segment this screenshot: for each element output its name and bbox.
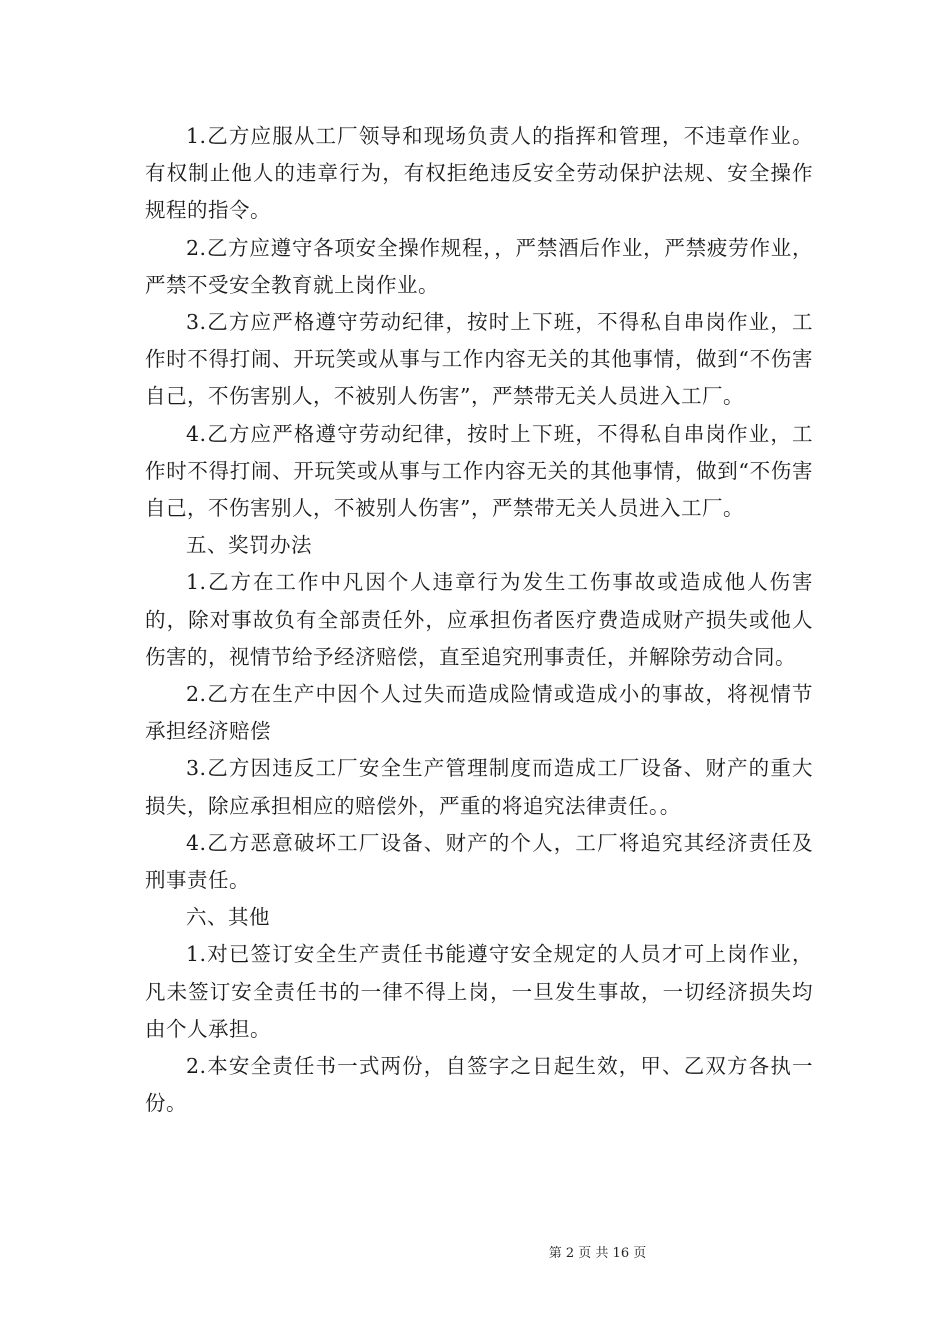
clause-paragraph: 4.乙方恶意破坏工厂设备、财产的个人，工厂将追究其经济责任及刑事责任。 <box>145 830 813 893</box>
clause-paragraph: 1.对已签订安全生产责任书能遵守安全规定的人员才可上岗作业，凡未签订安全责任书的一律不得上岗，一旦发生事故，一切经济损失均由个人承担。 <box>145 942 813 1041</box>
clause-paragraph: 1.乙方在工作中凡因个人违章行为发生工伤事故或造成他人伤害的，除对事故负有全部责任外，应承担伤者医疗费造成财产损失或他人伤害的，视情节给予经济赔偿，直至追究刑事责任，并解除劳动合同。 <box>145 570 813 669</box>
clause-paragraph: 3.乙方应严格遵守劳动纪律，按时上下班，不得私自串岗作业，工作时不得打闹、开玩笑或从事与工作内容无关的其他事情，做到“不伤害自己，不伤害别人，不被别人伤害”，严禁带无关人员进入工厂。 <box>145 310 813 409</box>
clause-paragraph: 2.乙方应遵守各项安全操作规程，，严禁酒后作业，严禁疲劳作业，严禁不受安全教育就上岗作业。 <box>145 235 813 297</box>
page-number-footer: 第 2 页 共 16 页 <box>548 1246 647 1261</box>
clause-paragraph: 1.乙方应服从工厂领导和现场负责人的指挥和管理，不违章作业。有权制止他人的违章行为，有权拒绝违反安全劳动保护法规、安全操作规程的指令。 <box>145 124 813 223</box>
clause-paragraph: 2.本安全责任书一式两份，自签字之日起生效，甲、乙双方各执一份。 <box>145 1054 813 1116</box>
section-heading: 五、奖罚办法 <box>186 533 312 558</box>
document-body <box>145 118 813 1122</box>
clause-paragraph: 4.乙方应严格遵守劳动纪律，按时上下班，不得私自串岗作业，工作时不得打闹、开玩笑或从事与工作内容无关的其他事情，做到“不伤害自己，不伤害别人，不被别人伤害”，严禁带无关人员进入工厂。 <box>145 421 813 521</box>
clause-paragraph: 2.乙方在生产中因个人过失而造成险情或造成小的事故，将视情节承担经济赔偿 <box>145 682 813 744</box>
clause-paragraph: 3.乙方因违反工厂安全生产管理制度而造成工厂设备、财产的重大损失，除应承担相应的赔偿外，严重的将追究法律责任。。 <box>145 756 813 818</box>
section-heading: 六、其他 <box>186 905 270 930</box>
